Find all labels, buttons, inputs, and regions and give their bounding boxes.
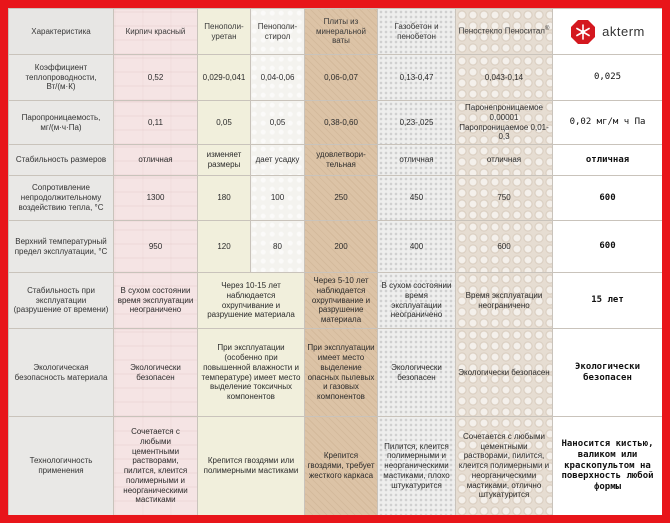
cell-mineral-wool: При эксплуатации имеет место выделение опасных пылевых и газовых компонентов	[305, 329, 378, 417]
cell-polyurethane: 180	[198, 176, 251, 221]
cell-aerated-concrete: Экологически безопасен	[378, 329, 456, 417]
cell-akterm: Наносится кистью, валиком или краскопультом на поверхность любой формы	[553, 417, 663, 516]
cell-foam-glass: 750	[456, 176, 553, 221]
row-label: Коэффициент теплопроводности, Вт/(м·К)	[9, 55, 114, 101]
cell-akterm: 600	[553, 221, 663, 273]
table-row	[9, 145, 663, 176]
header-foam-glass	[456, 9, 553, 55]
header-characteristic: Характеристика	[9, 9, 114, 55]
row-label: Стабильность при эксплуатации (разрушение от времени)	[9, 273, 114, 329]
row-label: Верхний температурный предел эксплуатации, °С	[9, 221, 114, 273]
cell-mineral-wool: 200	[305, 221, 378, 273]
cell-polystyrene: 0,05	[251, 101, 305, 145]
cell-polymers-merged: При эксплуатации (особенно при повышенной влажности и температуре) имеет место выделение токсичных компонентов	[198, 329, 305, 417]
cell-foam-glass: Время эксплуатации неограничено	[456, 273, 553, 329]
cell-polystyrene: 80	[251, 221, 305, 273]
cell-brick: 0,11	[114, 101, 198, 145]
cell-mineral-wool: 250	[305, 176, 378, 221]
cell-akterm: 600	[553, 176, 663, 221]
registered-mark: ®	[544, 26, 550, 33]
cell-polyurethane: 0,05	[198, 101, 251, 145]
cell-aerated-concrete: В сухом состоянии время эксплуатации неограничено	[378, 273, 456, 329]
cell-polymers-merged: Крепится гвоздями или полимерными мастиками	[198, 417, 305, 516]
cell-mineral-wool: 0,38-0,60	[305, 101, 378, 145]
header-brand	[553, 9, 663, 55]
cell-polyurethane: изменяет размеры	[198, 145, 251, 176]
cell-polyurethane: 120	[198, 221, 251, 273]
table-row	[9, 329, 663, 417]
cell-mineral-wool: Крепится гвоздями, требует жесткого каркаса	[305, 417, 378, 516]
cell-polyurethane: 0,029-0,041	[198, 55, 251, 101]
header-polyurethane: Пенополи-уретан	[198, 9, 251, 55]
row-label: Паропроницаемость, мг/(м·ч·Па)	[9, 101, 114, 145]
table-row	[9, 273, 663, 329]
cell-foam-glass: Паронепроницаемое 0,00001 Паропроницаемое 0,01-0,3	[456, 101, 553, 145]
header-row	[9, 9, 663, 55]
cell-aerated-concrete: 0,13-0,47	[378, 55, 456, 101]
cell-aerated-concrete: 0,23-,025	[378, 101, 456, 145]
cell-mineral-wool: удовлетвори-тельная	[305, 145, 378, 176]
cell-foam-glass: 0,043-0,14	[456, 55, 553, 101]
table-row	[9, 176, 663, 221]
cell-brick: отличная	[114, 145, 198, 176]
row-label: Экологическая безопасность материала	[9, 329, 114, 417]
cell-akterm: 0,025	[553, 55, 663, 101]
cell-foam-glass: Сочетается с любыми цементными растворами, пилится, клеится полимерными и неорганическими мастиками, отлично штукатурится	[456, 417, 553, 516]
cell-polystyrene: 100	[251, 176, 305, 221]
cell-polystyrene: 0,04-0,06	[251, 55, 305, 101]
cell-mineral-wool: 0,06-0,07	[305, 55, 378, 101]
cell-akterm: отличная	[553, 145, 663, 176]
akterm-logo-icon	[570, 19, 596, 45]
cell-mineral-wool: Через 5-10 лет наблюдается охрупчивание и разрушение материала	[305, 273, 378, 329]
header-mineral-wool: Плиты из минеральной ваты	[305, 9, 378, 55]
cell-akterm: 0,02 мг/м ч Па	[553, 101, 663, 145]
cell-aerated-concrete: Пилится, клеится полимерными и неорганическими мастиками, плохо штукатурится	[378, 417, 456, 516]
header-brick: Кирпич красный	[114, 9, 198, 55]
row-label: Сопротивление непродолжительному воздействию тепла, °С	[9, 176, 114, 221]
header-foam-glass-label: Пеностекло Пеноситал	[458, 26, 545, 36]
table-row	[9, 221, 663, 273]
brand-logo	[555, 19, 660, 45]
cell-foam-glass: Экологически безопасен	[456, 329, 553, 417]
cell-akterm: 15 лет	[553, 273, 663, 329]
cell-brick: 0,52	[114, 55, 198, 101]
cell-polystyrene: дает усадку	[251, 145, 305, 176]
table-row	[9, 55, 663, 101]
cell-brick: 950	[114, 221, 198, 273]
cell-akterm: Экологически безопасен	[553, 329, 663, 417]
cell-aerated-concrete: 400	[378, 221, 456, 273]
brand-name: akterm	[602, 23, 645, 39]
header-aerated-concrete: Газобетон и пенобетон	[378, 9, 456, 55]
cell-foam-glass: отличная	[456, 145, 553, 176]
table-row	[9, 417, 663, 516]
cell-brick: 1300	[114, 176, 198, 221]
row-label: Технологичность применения	[9, 417, 114, 516]
cell-brick: В сухом состоянии время эксплуатации неограничено	[114, 273, 198, 329]
cell-brick: Экологически безопасен	[114, 329, 198, 417]
insulation-comparison-table	[8, 8, 663, 516]
cell-aerated-concrete: 450	[378, 176, 456, 221]
cell-polymers-merged: Через 10-15 лет наблюдается охрупчивание и разрушение материала	[198, 273, 305, 329]
cell-brick: Сочетается с любыми цементными растворами, пилится, клеится полимерными и неорганическими мастиками	[114, 417, 198, 516]
header-polystyrene: Пенополи-стирол	[251, 9, 305, 55]
cell-aerated-concrete: отличная	[378, 145, 456, 176]
cell-foam-glass: 600	[456, 221, 553, 273]
row-label: Стабильность размеров	[9, 145, 114, 176]
table-row	[9, 101, 663, 145]
